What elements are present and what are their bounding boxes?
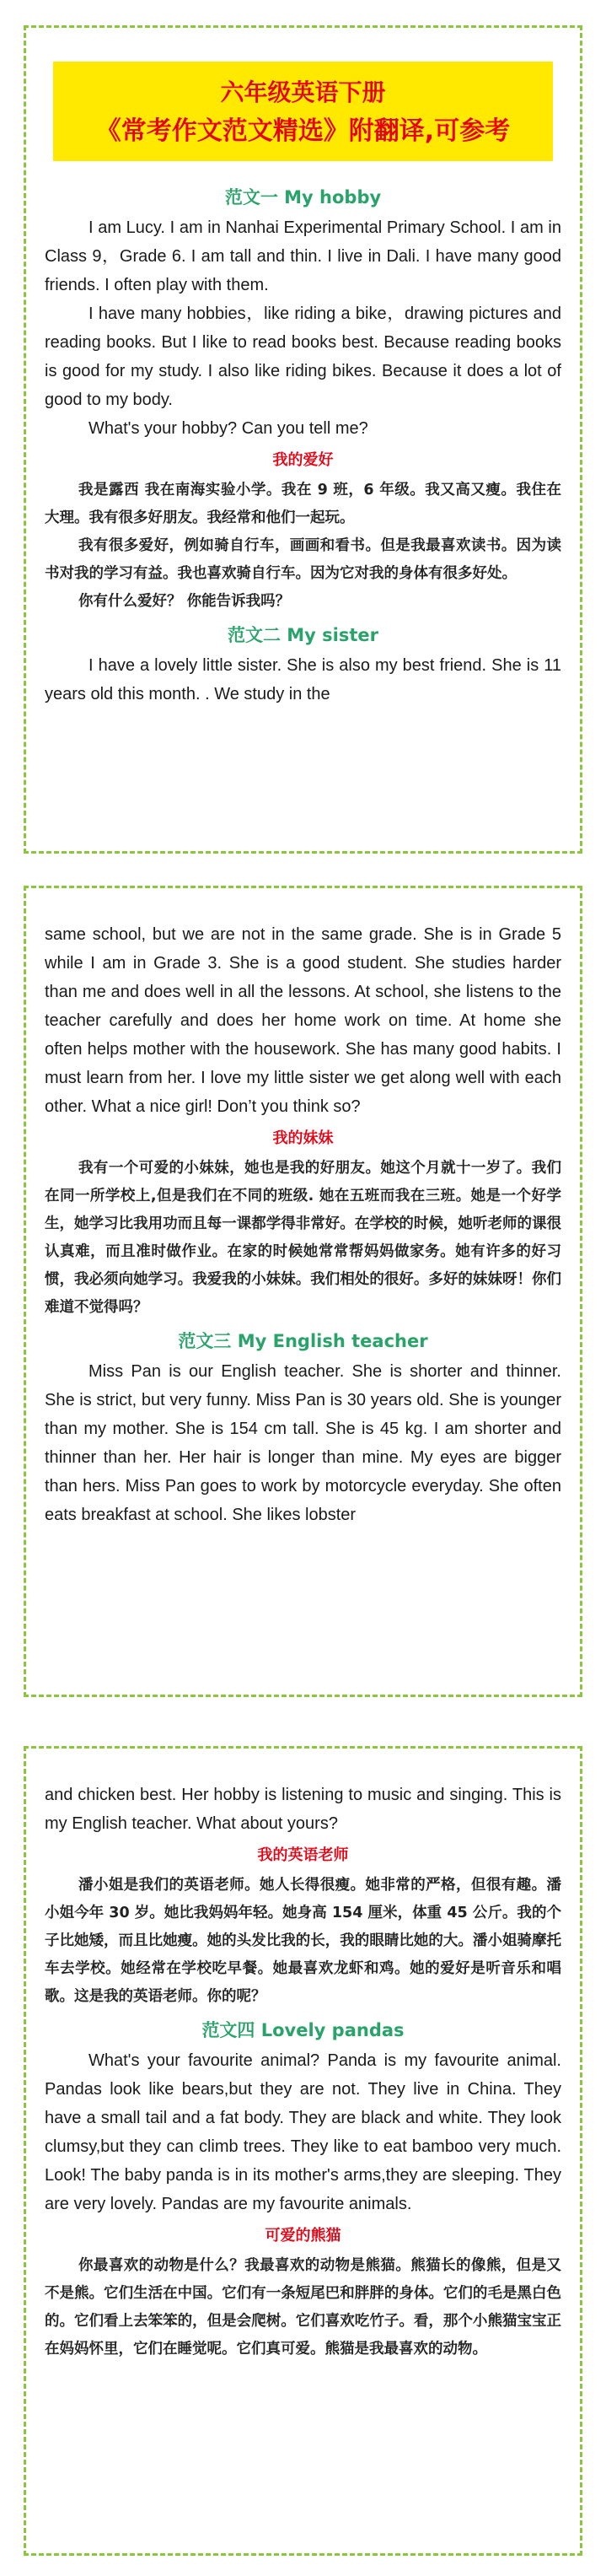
essay2-translation-title: 我的妹妹	[272, 1129, 334, 1147]
essay3-translation-title: 我的英语老师	[257, 1846, 349, 1864]
essay2-paragraph-part1: I have a lovely little sister. She is also my best friend. She is 11 years old this month. . We study in the	[45, 656, 561, 703]
essay1-paragraph-1: I am Lucy. I am in Nanhai Experimental Primary School. I am in Class 9，Grade 6. I am tall and thin. I live in Dali. I have many good friends. I often play with them.	[45, 218, 561, 294]
essay3-translation: 潘小姐是我们的英语老师。她人长得很瘦。她非常的严格，但很有趣。潘小姐今年 30 岁。她比我妈妈年轻。她身高 154 厘米，体重 45 公斤。我的个子比她矮，而且比她瘦。她的头发比我的长，我的眼睛比她的大。潘小姐骑摩托车去学校。她经常在学校吃早餐。她最喜欢龙虾和鸡。她的爱好是听音乐和唱歌。这是我的英语老师。你的呢？	[45, 1877, 561, 2005]
page-card-1	[24, 25, 582, 854]
essay1-translation-3: 你有什么爱好？ 你能告诉我吗？	[78, 593, 291, 610]
title-banner	[53, 62, 553, 161]
essay1-title: 范文一 My hobby	[224, 187, 382, 207]
essay3-paragraph-part2: and chicken best. Her hobby is listening to music and singing. This is my English teacher. What about yours?	[45, 1786, 561, 1833]
essay3-title: 范文三 My English teacher	[178, 1331, 428, 1351]
essay4-paragraph: What's your favourite animal? Panda is my favourite animal. Pandas look like bears,but they are not. They live in China. They have a small tail and a fat body. They are black and white. They look clumsy,but they can climb trees. They like to eat bamboo very much. Look! The baby panda is in its mother's arms,they are sleeping. They are very lovely. Pandas are my favourite animals.	[45, 2051, 561, 2213]
essay2-paragraph-part2: same school, but we are not in the same grade. She is in Grade 5 while I am in Grade 3. She is a good student. She studies harder than me and does well in all the lessons. At school, she listens to the teacher carefully and does her home work on time. At home she often helps mother with the housework. She has many good habits. I must learn from her. I love my little sister we get along well with each other. What a nice girl! Don’t you think so?	[45, 925, 561, 1116]
page-card-3	[24, 1746, 582, 2556]
essay1-translation-title: 我的爱好	[272, 451, 334, 469]
essay2-translation: 我有一个可爱的小妹妹，她也是我的好朋友。她这个月就十一岁了。我们在同一所学校上,但是我们在不同的班级. 她在五班而我在三班。她是一个好学生，她学习比我用功而且每一课都学得非常好。在学校的时候，她听老师的课很认真难，而且准时做作业。在家的时候她常常帮妈妈做家务。她有许多的好习惯，我必须向她学习。我爱我的小妹妹。我们相处的很好。多好的妹妹呀！你们难道不觉得吗？	[45, 1160, 561, 1316]
banner-title: 六年级英语下册	[220, 78, 386, 106]
essay1-paragraph-3: What's your hobby? Can you tell me?	[88, 419, 368, 438]
essay1-translation-1: 我是露西 我在南海实验小学。我在 9 班，6 年级。我又高又瘦。我住在大理。我有很多好朋友。我经常和他们一起玩。	[45, 482, 561, 526]
essay4-title: 范文四 Lovely pandas	[201, 2020, 405, 2040]
essay2-title: 范文二 My sister	[227, 625, 379, 645]
essay1-translation-2: 我有很多爱好，例如骑自行车，画画和看书。但是我最喜欢读书。因为读书对我的学习有益。我也喜欢骑自行车。因为它对我的身体有很多好处。	[45, 537, 561, 582]
banner-subtitle: 《常考作文范文精选》附翻译,可参考	[95, 116, 511, 146]
essay4-translation-title: 可爱的熊猫	[265, 2227, 341, 2245]
page-card-2	[24, 886, 582, 1697]
essay1-paragraph-2: I have many hobbies，like riding a bike，drawing pictures and reading books. But I like to read books best. Because reading books is good for my study. I also like riding bikes. Because it does a lot of good to my body.	[45, 304, 561, 409]
essay3-paragraph-part1: Miss Pan is our English teacher. She is shorter and thinner. She is strict, but very funny. Miss Pan is 30 years old. She is younger than my mother. She is 154 cm tall. She is 45 kg. I am shorter and thinner than her. Her hair is longer than mine. My eyes are bigger than hers. Miss Pan goes to work by motorcycle everyday. She often eats breakfast at school. She likes lobster	[45, 1362, 561, 1524]
essay4-translation: 你最喜欢的动物是什么？我最喜欢的动物是熊猫。熊猫长的像熊，但是又不是熊。它们生活在中国。它们有一条短尾巴和胖胖的身体。它们的毛是黑白色的。它们看上去笨笨的，但是会爬树。它们喜欢吃竹子。看，那个小熊猫宝宝正在妈妈怀里，它们在睡觉呢。它们真可爱。熊猫是我最喜欢的动物。	[45, 2257, 561, 2358]
